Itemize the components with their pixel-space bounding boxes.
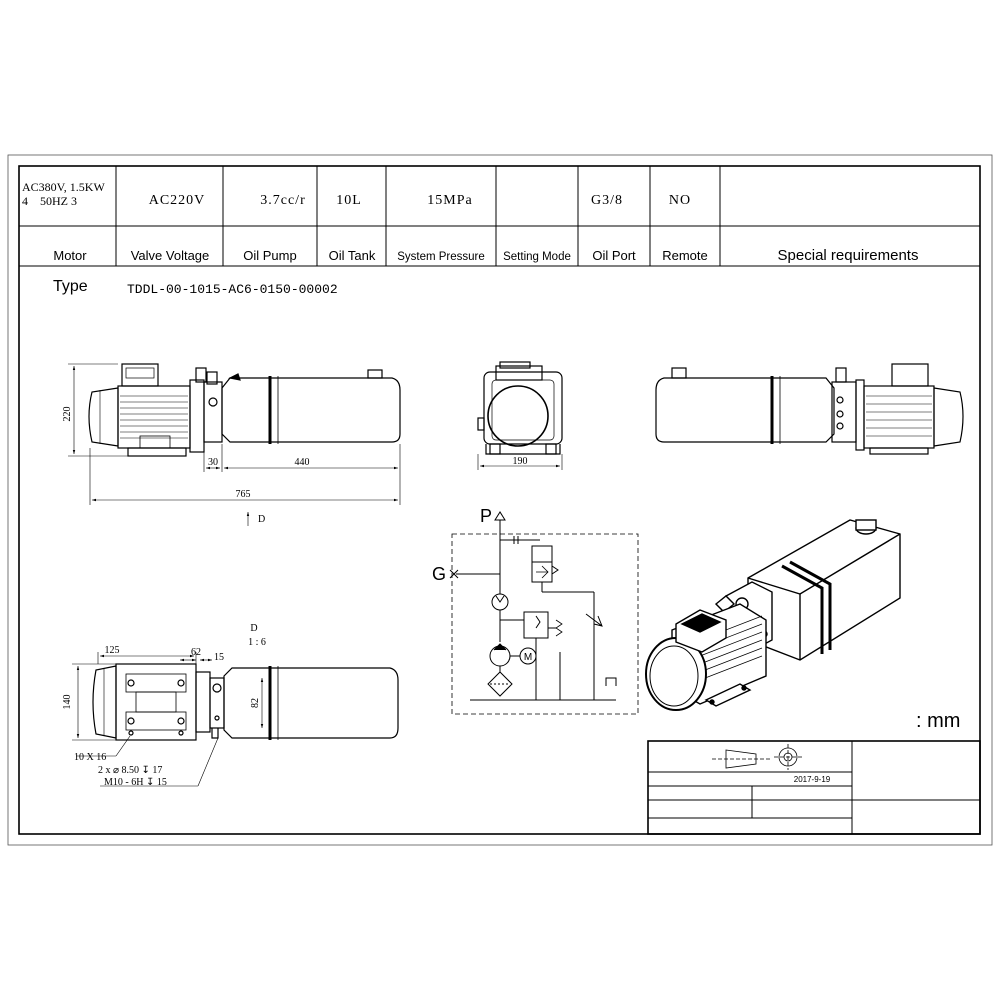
- model-code: TDDL-00-1015-AC6-0150-00002: [127, 282, 338, 297]
- header-special-requirements: Special requirements: [777, 247, 919, 264]
- dim-62: 62: [191, 647, 201, 658]
- dim-width-190: 190: [512, 456, 528, 467]
- spec-headers: [53, 247, 918, 264]
- dim-125: 125: [104, 645, 120, 656]
- dim-tank-440: 440: [294, 457, 310, 468]
- isometric-view: [646, 520, 900, 710]
- view-marker-d: D: [258, 514, 266, 525]
- mirror-side-view: [656, 364, 963, 454]
- units-note: : mm: [916, 710, 961, 732]
- header-remote: Remote: [662, 248, 708, 263]
- remote-value: NO: [668, 193, 692, 208]
- dim-valve-30: 30: [208, 457, 218, 468]
- dim-total-765: 765: [235, 489, 251, 500]
- motor-value-line1: AC380V, 1.5KW: [22, 180, 105, 194]
- oil-tank-value: 10L: [336, 193, 362, 208]
- valve-voltage-value: AC220V: [148, 193, 206, 208]
- hydraulic-schematic: [450, 512, 638, 714]
- port-p-label: P: [480, 506, 493, 526]
- header-oil-tank: Oil Tank: [328, 248, 376, 263]
- note-thread: M10 - 6H ↧ 15: [104, 777, 167, 788]
- dim-height-220: 220: [62, 406, 73, 422]
- note-holes: 2 x ⌀ 8.50 ↧ 17: [98, 765, 163, 776]
- header-setting-mode: Setting Mode: [503, 251, 571, 263]
- dim-140: 140: [62, 694, 73, 710]
- end-view: [478, 362, 562, 454]
- detail-title: D: [250, 623, 258, 634]
- title-block: [648, 741, 980, 834]
- side-view: [89, 364, 400, 456]
- motor-symbol-label: M: [523, 652, 533, 663]
- header-motor: Motor: [53, 248, 87, 263]
- motor-value-line2: 4 50HZ 3: [22, 194, 77, 208]
- title-block-date: 2017-9-19: [793, 775, 831, 784]
- spec-values: [22, 180, 691, 208]
- header-system-pressure: System Pressure: [397, 251, 485, 263]
- header-oil-pump: Oil Pump: [243, 248, 297, 263]
- projection-symbol-icon: [712, 744, 802, 770]
- note-slot: 10 X 16: [74, 752, 107, 763]
- oil-port-value: G3/8: [591, 193, 623, 208]
- header-valve-voltage: Valve Voltage: [130, 248, 210, 263]
- detail-view: [93, 664, 398, 740]
- oil-pump-value: 3.7cc/r: [260, 193, 306, 208]
- header-oil-port: Oil Port: [592, 248, 636, 263]
- system-pressure-value: 15MPa: [427, 193, 473, 208]
- port-g-label: G: [432, 564, 447, 584]
- dim-82: 82: [250, 698, 261, 708]
- type-label: Type: [53, 278, 88, 295]
- dim-15: 15: [214, 652, 224, 663]
- detail-scale: 1 : 6: [248, 637, 266, 648]
